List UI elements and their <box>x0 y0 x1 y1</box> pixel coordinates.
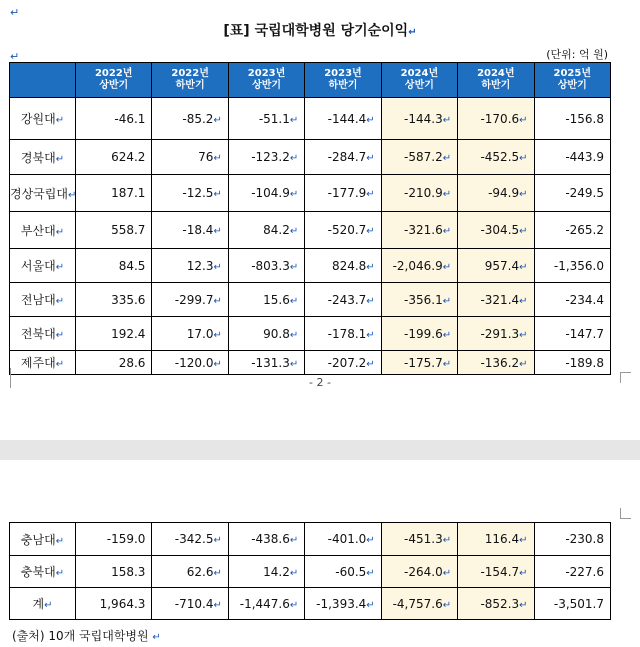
column-header-year: 2022년 <box>94 68 133 79</box>
value-text: 76 <box>198 150 214 164</box>
paragraph-mark: ↵ <box>44 600 53 611</box>
value-text: 957.4 <box>484 258 520 273</box>
paragraph-mark: ↵ <box>442 261 452 273</box>
table-row <box>10 523 611 556</box>
value-text: 192.4 <box>111 326 146 341</box>
value-text: 84.5 <box>118 258 146 273</box>
value-cell <box>152 283 228 317</box>
paragraph-mark: ↵ <box>366 567 375 579</box>
paragraph-mark: ↵ <box>67 189 77 201</box>
value-cell <box>381 212 457 249</box>
column-header-half: 상반기 <box>252 80 282 91</box>
column-header-half: 상반기 <box>99 80 129 91</box>
value-cell <box>458 175 534 212</box>
income-table-part-1 <box>9 62 611 375</box>
paragraph-mark: ↵ <box>289 358 299 370</box>
paragraph-mark: ↵ <box>366 226 375 237</box>
paragraph-mark: ↵ <box>213 114 222 126</box>
paragraph-mark: ↵ <box>55 330 65 341</box>
row-label-text: 서울대 <box>20 259 56 273</box>
paragraph-mark: ↵ <box>442 153 452 164</box>
value-text: -104.9 <box>251 186 290 200</box>
row-label-text: 경북대 <box>20 150 56 165</box>
value-text: -147.7 <box>565 326 604 341</box>
paragraph-mark: ↵ <box>55 262 65 273</box>
row-label <box>10 317 76 351</box>
value-cell <box>534 175 610 212</box>
paragraph-mark: ↵ <box>519 114 528 126</box>
value-text: 62.6 <box>186 564 214 579</box>
row-label-text: 전북대 <box>20 327 56 341</box>
column-header-year: 2023년 <box>247 68 286 79</box>
paragraph-mark: ↵ <box>519 189 528 200</box>
value-cell <box>534 249 610 283</box>
value-cell <box>76 175 152 212</box>
table-row <box>10 588 611 620</box>
value-cell <box>458 351 534 375</box>
value-cell <box>305 249 381 283</box>
paragraph-mark: ↵ <box>366 189 375 200</box>
value-text: -4,757.6 <box>392 596 443 611</box>
column-header-year: 2023년 <box>324 68 362 79</box>
value-text: -60.5 <box>335 564 367 579</box>
paragraph-mark: ↵ <box>213 261 222 273</box>
row-label-text: 강원대 <box>20 112 56 126</box>
source-note: (출처) 10개 국립대학병원 ↵ <box>12 629 161 643</box>
value-text: -1,356.0 <box>553 258 604 273</box>
row-label <box>10 556 76 588</box>
value-text: 28.6 <box>118 355 146 370</box>
value-cell <box>152 140 228 175</box>
value-text: 158.3 <box>111 564 146 579</box>
value-text: -3,501.7 <box>553 596 604 611</box>
value-text: -710.4 <box>174 596 214 611</box>
paragraph-mark: ↵ <box>289 114 299 126</box>
row-label-text: 경상국립대 <box>10 186 68 201</box>
row-label <box>10 249 76 283</box>
column-header-year: 2025년 <box>553 68 592 79</box>
value-cell <box>152 588 228 620</box>
value-text: 558.7 <box>111 223 146 237</box>
paragraph-mark: ↵ <box>289 295 299 307</box>
value-cell <box>76 523 152 556</box>
value-text: -243.7 <box>327 292 367 307</box>
value-cell <box>152 175 228 212</box>
value-text: 1,964.3 <box>99 596 146 611</box>
value-cell <box>152 317 228 351</box>
value-text: -264.0 <box>404 564 443 579</box>
value-text: -46.1 <box>114 111 146 126</box>
value-cell <box>152 212 228 249</box>
value-text: 90.8 <box>263 326 290 341</box>
value-text: 116.4 <box>484 532 520 546</box>
paragraph-mark: ↵ <box>519 153 528 164</box>
value-text: -210.9 <box>404 186 443 200</box>
paragraph-mark: ↵ <box>213 189 222 200</box>
value-cell <box>228 212 304 249</box>
value-cell <box>534 523 610 556</box>
document-page-2 <box>0 460 640 647</box>
value-text: -144.3 <box>404 111 443 126</box>
paragraph-mark: ↵ <box>55 296 65 307</box>
paragraph-mark: ↵ <box>213 358 222 370</box>
value-cell <box>76 98 152 140</box>
paragraph-mark: ↵ <box>366 114 375 126</box>
paragraph-mark: ↵ <box>213 329 222 341</box>
value-cell <box>76 351 152 375</box>
paragraph-mark: ↵ <box>213 599 222 611</box>
value-text: -144.4 <box>327 111 367 126</box>
value-cell <box>76 212 152 249</box>
value-cell <box>228 588 304 620</box>
column-header <box>458 63 534 98</box>
value-text: 84.2 <box>263 223 290 237</box>
value-text: -452.5 <box>480 150 520 164</box>
paragraph-mark: ↵ <box>55 226 65 238</box>
value-text: -342.5 <box>174 532 214 546</box>
value-text: -249.5 <box>565 186 604 200</box>
value-cell <box>76 556 152 588</box>
value-text: -1,393.4 <box>316 596 367 611</box>
paragraph-mark: ↵ <box>55 115 65 126</box>
column-header-half: 하반기 <box>328 80 358 91</box>
value-cell <box>152 556 228 588</box>
paragraph-mark: ↵ <box>519 599 528 611</box>
paragraph-mark: ↵ <box>366 295 375 307</box>
value-cell <box>228 249 304 283</box>
value-text: -85.2 <box>182 111 214 126</box>
paragraph-mark: ↵ <box>366 358 375 370</box>
paragraph-mark: ↵ <box>10 6 20 19</box>
paragraph-mark: ↵ <box>519 358 528 370</box>
table-row <box>10 351 611 375</box>
value-text: -199.6 <box>404 326 443 341</box>
value-text: -291.3 <box>480 326 520 341</box>
paragraph-mark: ↵ <box>519 567 528 579</box>
value-cell <box>76 317 152 351</box>
value-cell <box>228 140 304 175</box>
value-text: -401.0 <box>327 532 367 546</box>
value-cell <box>534 317 610 351</box>
paragraph-mark: ↵ <box>442 114 452 126</box>
table-row <box>10 98 611 140</box>
value-cell <box>534 140 610 175</box>
unit-label: (단위: 억 원) <box>546 48 608 61</box>
value-cell <box>228 556 304 588</box>
value-cell <box>534 556 610 588</box>
value-cell <box>152 98 228 140</box>
value-text: -443.9 <box>565 150 604 164</box>
table-row <box>10 317 611 351</box>
paragraph-mark: ↵ <box>10 50 20 63</box>
value-text: -587.2 <box>404 150 443 164</box>
paragraph-mark: ↵ <box>519 226 528 237</box>
row-label <box>10 588 76 620</box>
value-cell <box>381 283 457 317</box>
value-text: -265.2 <box>565 223 604 237</box>
value-cell <box>305 317 381 351</box>
paragraph-mark: ↵ <box>213 295 222 307</box>
paragraph-mark: ↵ <box>289 261 299 273</box>
value-text: -852.3 <box>480 596 520 611</box>
row-label <box>10 523 76 556</box>
value-text: -156.8 <box>565 111 604 126</box>
paragraph-mark: ↵ <box>366 261 375 273</box>
paragraph-mark: ↵ <box>213 535 222 546</box>
value-cell <box>458 317 534 351</box>
value-cell <box>534 588 610 620</box>
value-cell <box>381 140 457 175</box>
value-text: -123.2 <box>251 150 290 164</box>
value-text: -178.1 <box>327 326 367 341</box>
value-text: 12.3 <box>186 258 214 273</box>
value-cell <box>381 317 457 351</box>
column-header-half: 상반기 <box>557 80 587 91</box>
column-header-year: 2022년 <box>171 68 209 79</box>
paragraph-mark: ↵ <box>289 226 299 237</box>
table-title: [표] 국립대학병원 당기순이익↵ <box>223 23 417 39</box>
row-label-text: 전남대 <box>20 293 56 307</box>
value-text: 187.1 <box>111 186 146 200</box>
value-cell <box>458 523 534 556</box>
column-header-half: 하반기 <box>481 80 511 91</box>
value-cell <box>305 351 381 375</box>
value-text: -234.4 <box>565 292 604 307</box>
paragraph-mark: ↵ <box>366 599 375 611</box>
paragraph-mark: ↵ <box>55 153 65 165</box>
value-cell <box>76 588 152 620</box>
value-cell <box>76 249 152 283</box>
crop-mark <box>620 508 631 519</box>
value-text: -175.7 <box>404 355 443 370</box>
value-text: -227.6 <box>565 564 604 579</box>
value-cell <box>381 588 457 620</box>
value-cell <box>534 98 610 140</box>
value-cell <box>458 98 534 140</box>
value-cell <box>152 351 228 375</box>
column-header-year: 2024년 <box>477 68 515 79</box>
column-header <box>76 63 152 98</box>
table-row <box>10 283 611 317</box>
value-text: -120.0 <box>174 355 214 370</box>
paragraph-mark: ↵ <box>55 359 65 370</box>
value-cell <box>305 523 381 556</box>
value-text: -136.2 <box>480 355 520 370</box>
paragraph-mark: ↵ <box>213 226 222 237</box>
value-text: -321.6 <box>404 223 443 237</box>
row-label <box>10 140 76 175</box>
paragraph-mark: ↵ <box>366 329 375 341</box>
value-text: -170.6 <box>480 111 520 126</box>
value-text: 335.6 <box>111 292 146 307</box>
paragraph-mark: ↵ <box>55 535 65 547</box>
value-text: -154.7 <box>480 564 520 579</box>
value-text: -94.9 <box>488 186 520 200</box>
income-table-part-2 <box>9 522 611 620</box>
value-text: -189.8 <box>565 355 604 370</box>
row-label <box>10 283 76 317</box>
table-row <box>10 175 611 212</box>
table-row <box>10 556 611 588</box>
value-text: -1,447.6 <box>239 596 290 611</box>
paragraph-mark: ↵ <box>289 153 299 164</box>
value-cell <box>458 140 534 175</box>
paragraph-mark: ↵ <box>519 295 528 307</box>
value-cell <box>458 588 534 620</box>
column-header <box>305 63 381 98</box>
value-text: 17.0 <box>186 326 214 341</box>
value-cell <box>381 249 457 283</box>
value-text: -284.7 <box>327 150 367 164</box>
value-cell <box>534 351 610 375</box>
value-cell <box>228 523 304 556</box>
value-cell <box>228 317 304 351</box>
value-text: -18.4 <box>182 223 214 237</box>
value-text: 14.2 <box>263 564 290 579</box>
value-text: -321.4 <box>480 292 520 307</box>
value-text: -356.1 <box>404 292 443 307</box>
row-label-text: 계 <box>32 597 45 611</box>
paragraph-mark: ↵ <box>289 329 299 341</box>
row-label-text: 충남대 <box>20 532 56 547</box>
value-text: -51.1 <box>258 111 290 126</box>
paragraph-mark: ↵ <box>519 329 528 341</box>
value-cell <box>228 98 304 140</box>
value-text: -12.5 <box>182 186 214 200</box>
value-cell <box>458 556 534 588</box>
row-label-text: 제주대 <box>20 356 56 370</box>
value-text: -451.3 <box>404 532 443 546</box>
row-label <box>10 212 76 249</box>
value-cell <box>458 283 534 317</box>
paragraph-mark: ↵ <box>519 261 528 273</box>
value-text: -2,046.9 <box>392 258 443 273</box>
paragraph-mark: ↵ <box>289 535 299 546</box>
value-cell <box>305 556 381 588</box>
page-break-gap <box>0 440 640 460</box>
paragraph-mark: ↵ <box>442 295 452 307</box>
value-cell <box>305 175 381 212</box>
paragraph-mark: ↵ <box>442 226 452 237</box>
column-header <box>152 63 228 98</box>
value-text: 15.6 <box>263 292 290 307</box>
column-header <box>381 63 457 98</box>
value-text: -159.0 <box>106 532 146 546</box>
value-cell <box>76 140 152 175</box>
value-cell <box>458 212 534 249</box>
value-cell <box>152 523 228 556</box>
value-cell <box>228 175 304 212</box>
paragraph-mark: ↵ <box>442 189 452 200</box>
column-header <box>534 63 610 98</box>
value-text: 824.8 <box>331 258 367 273</box>
value-cell <box>381 175 457 212</box>
value-cell <box>305 140 381 175</box>
paragraph-mark: ↵ <box>213 567 222 579</box>
paragraph-mark: ↵ <box>366 535 375 546</box>
value-text: -520.7 <box>327 223 367 237</box>
paragraph-mark: ↵ <box>519 535 528 546</box>
paragraph-mark: ↵ <box>366 153 375 164</box>
value-text: -131.3 <box>251 355 290 370</box>
value-cell <box>381 98 457 140</box>
value-text: 624.2 <box>111 150 146 164</box>
value-cell <box>458 249 534 283</box>
row-label-text: 부산대 <box>20 223 56 238</box>
column-header <box>228 63 304 98</box>
value-cell <box>228 283 304 317</box>
value-cell <box>305 212 381 249</box>
table-row <box>10 249 611 283</box>
row-label-text: 충북대 <box>20 565 56 579</box>
column-header-half: 하반기 <box>175 80 205 91</box>
row-label <box>10 175 76 212</box>
paragraph-mark: ↵ <box>442 358 452 370</box>
row-label <box>10 98 76 140</box>
value-cell <box>152 249 228 283</box>
paragraph-mark: ↵ <box>289 599 299 611</box>
value-cell <box>305 98 381 140</box>
value-text: -230.8 <box>565 532 604 546</box>
value-cell <box>76 283 152 317</box>
value-cell <box>534 283 610 317</box>
paragraph-mark: ↵ <box>55 568 65 579</box>
paragraph-mark: ↵ <box>442 329 452 341</box>
column-header-half: 상반기 <box>404 80 434 91</box>
paragraph-mark: ↵ <box>289 567 299 579</box>
value-text: -177.9 <box>327 186 367 200</box>
value-text: -207.2 <box>327 355 367 370</box>
table-row <box>10 140 611 175</box>
value-cell <box>381 523 457 556</box>
value-text: -299.7 <box>174 292 214 307</box>
paragraph-mark: ↵ <box>213 153 222 164</box>
row-label <box>10 351 76 375</box>
paragraph-mark: ↵ <box>442 567 452 579</box>
paragraph-mark: ↵ <box>442 535 452 546</box>
header-corner-cell <box>10 63 76 98</box>
value-cell <box>381 351 457 375</box>
table-row <box>10 212 611 249</box>
value-text: -438.6 <box>251 532 290 546</box>
value-cell <box>305 588 381 620</box>
value-cell <box>381 556 457 588</box>
table-header-row <box>10 63 611 98</box>
column-header-year: 2024년 <box>400 68 439 79</box>
paragraph-mark: ↵ <box>442 599 452 611</box>
value-cell <box>534 212 610 249</box>
value-cell <box>228 351 304 375</box>
value-text: -304.5 <box>480 223 520 237</box>
paragraph-mark: ↵ <box>289 189 299 200</box>
value-text: -803.3 <box>251 258 290 273</box>
page-number: - 2 - <box>309 376 331 389</box>
value-cell <box>305 283 381 317</box>
